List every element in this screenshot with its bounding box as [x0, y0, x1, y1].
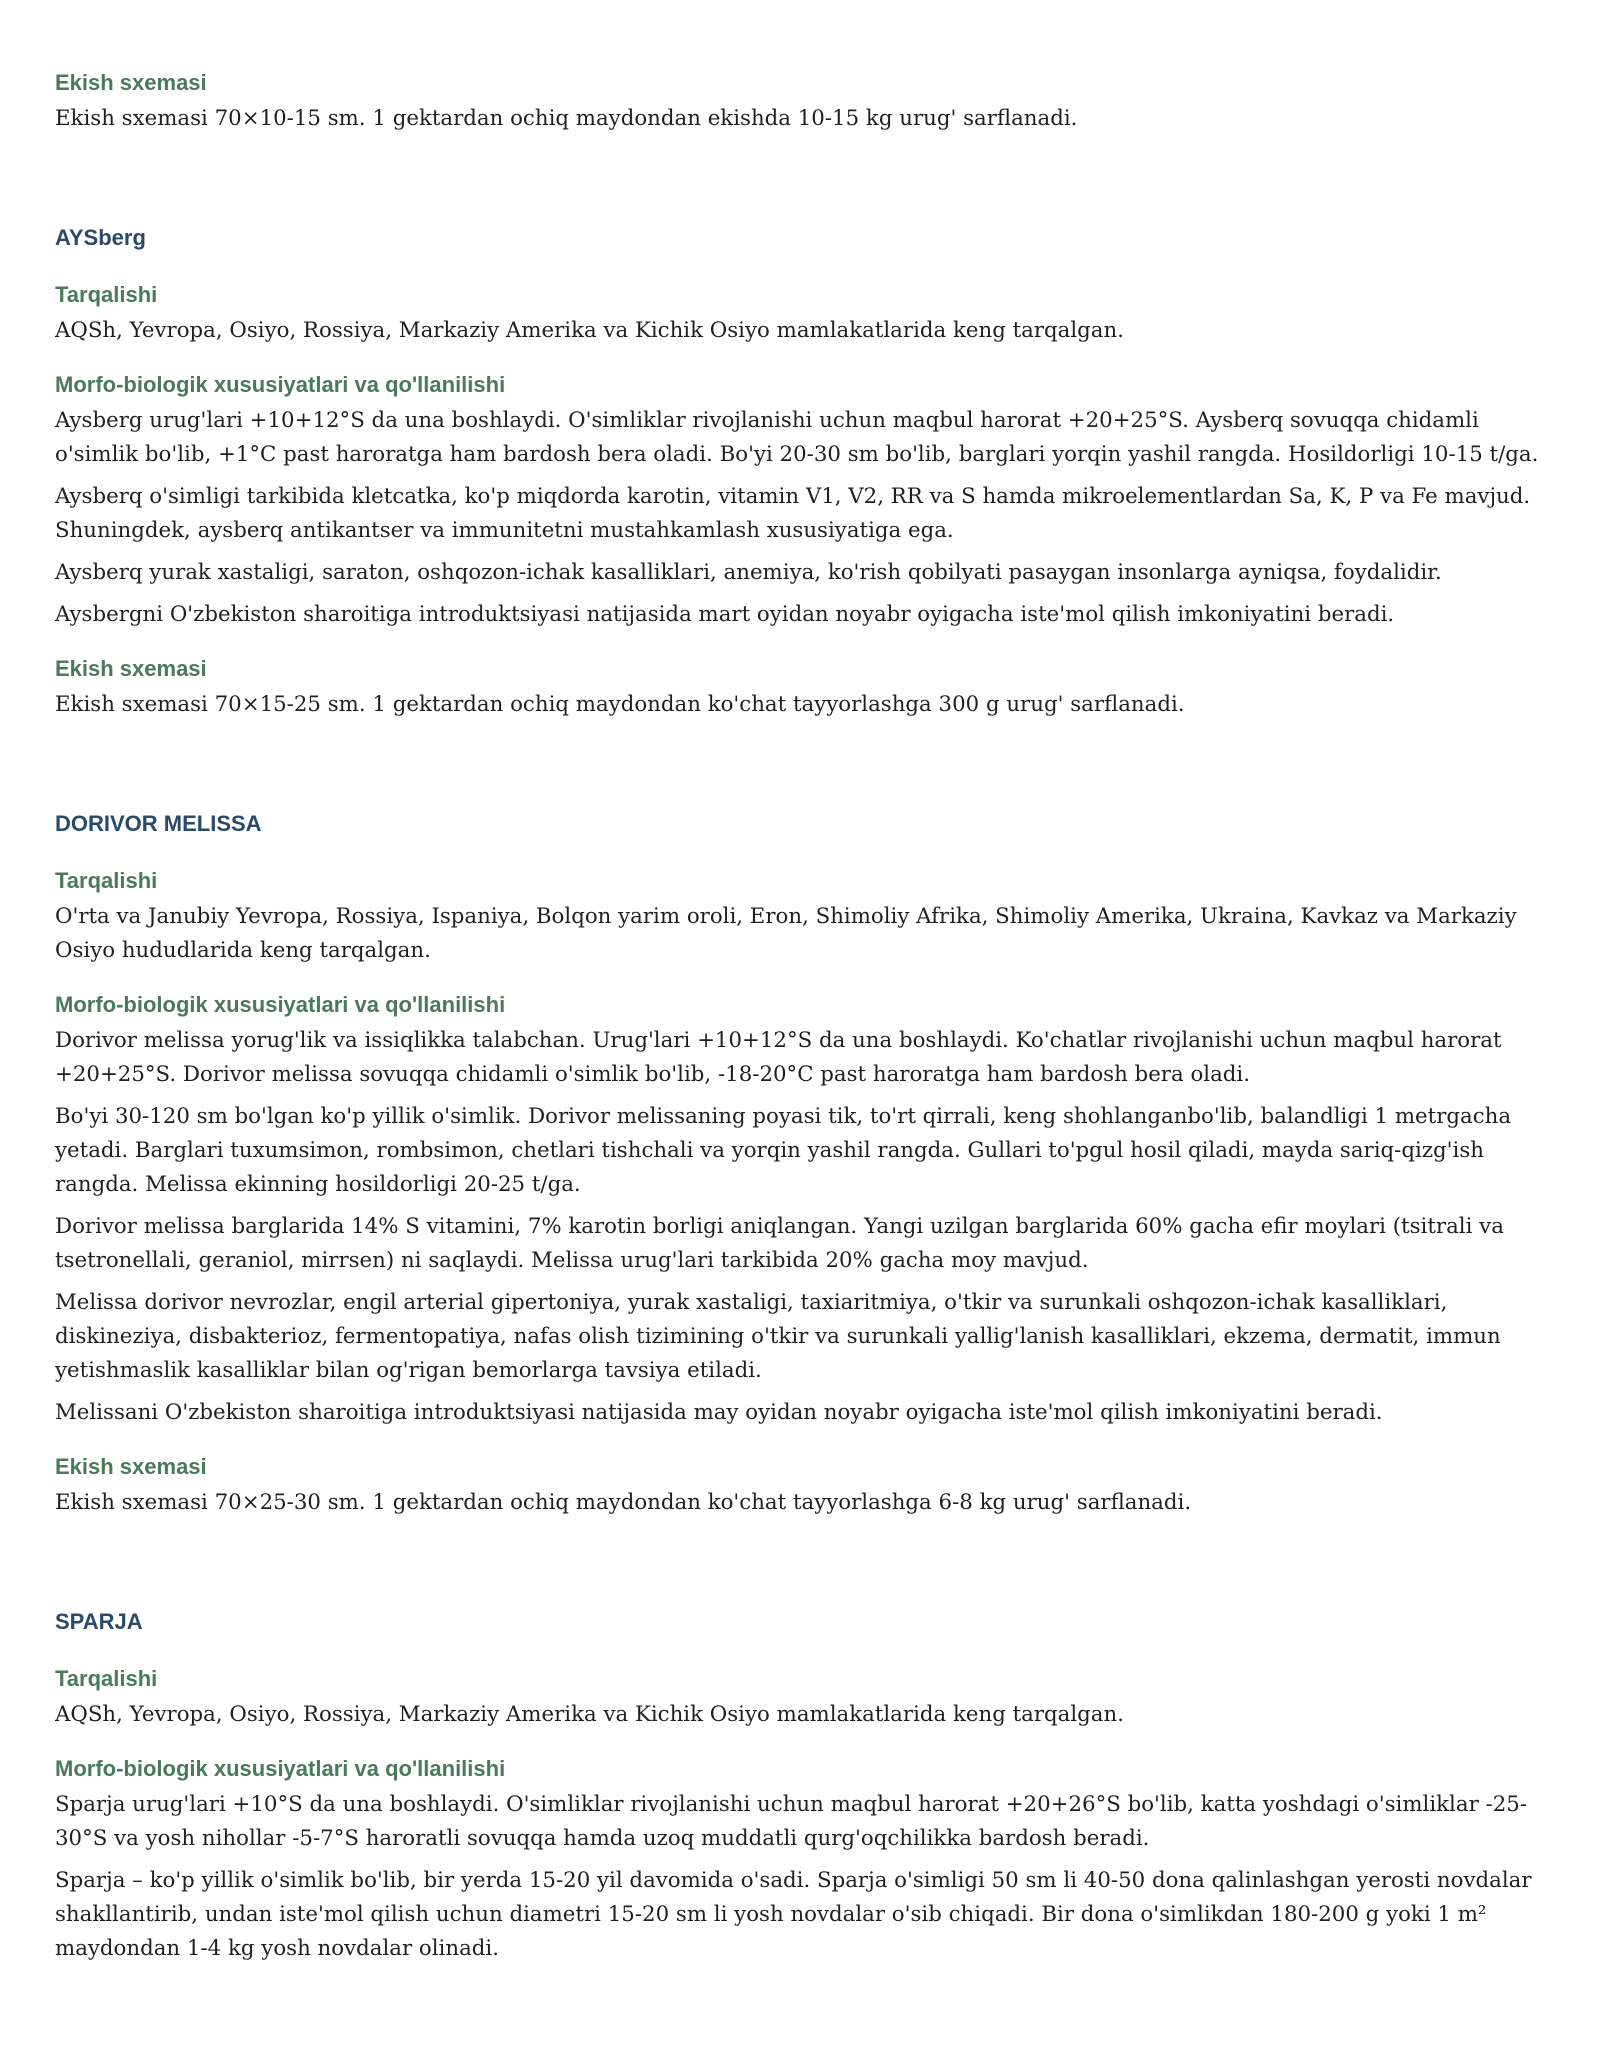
paragraph: Bo'yi 30-120 sm bo'lgan ko'p yillik o'simlik. Dorivor melissaning poyasi tik, to'rt qirrali, keng shohlanganbo'lib, balandligi 1 metrgacha yetadi. Barglari tuxumsimon, rombsimon, chetlari tishchali va yorqin yashil rangda. Gullari to'pgul hosil qiladi, mayda sariq-qizg'ish rangda. Melissa ekinning hosildorligi 20-25 t/ga. — [55, 1104, 1512, 1197]
section-distribution — [55, 280, 1555, 348]
plant-title: DORIVOR MELISSA — [55, 811, 262, 836]
paragraph: Ekish sxemasi 70×10-15 sm. 1 gektardan ochiq maydondan ekishda 10-15 kg urug' sarflanadi. — [55, 106, 1078, 131]
section-heading: Tarqalishi — [55, 868, 158, 893]
paragraph: AQSh, Yevropa, Osiyo, Rossiya, Markaziy Amerika va Kichik Osiyo mamlakatlarida keng tarqalgan. — [55, 1702, 1124, 1727]
section-distribution — [55, 1664, 1555, 1732]
paragraph: Aysberq o'simligi tarkibida kletcatka, ko'p miqdorda karotin, vitamin V1, V2, RR va S hamda mikroelementlardan Sa, K, P va Fe mavjud. Shuningdek, aysberq antikantser va immunitetni mustahkamlash xususiyatiga ega. — [55, 484, 1531, 543]
paragraph: Aysberg urug'lari +10+12°S da una boshlaydi. O'simliklar rivojlanishi uchun maqbul harorat +20+25°S. Aysberq sovuqqa chidamli o'simlik bo'lib, +1°C past haroratga ham bardosh bera oladi. Bo'yi 20-30 sm bo'lib, barglari yorqin yashil rangda. Hosildorligi 10-15 t/ga. — [55, 408, 1539, 467]
spacer — [55, 1542, 1555, 1608]
plant-aysberg — [55, 224, 1555, 722]
section-planting-scheme — [55, 654, 1555, 722]
paragraph: Ekish sxemasi 70×25-30 sm. 1 gektardan ochiq maydondan ko'chat tayyorlashga 6-8 kg urug' sarflanadi. — [55, 1490, 1192, 1515]
paragraph: Aysbergni O'zbekiston sharoitiga introduktsiyasi natijasida mart oyidan noyabr oyigacha iste'mol qilish imkoniyatini beradi. — [55, 602, 1395, 627]
section-heading: Morfo-biologik xususiyatlari va qo'llanilishi — [55, 372, 506, 397]
paragraph: O'rta va Janubiy Yevropa, Rossiya, Ispaniya, Bolqon yarim oroli, Eron, Shimoliy Afrika, Shimoliy Amerika, Ukraina, Kavkaz va Markaziy Osiyo hududlarida keng tarqalgan. — [55, 904, 1517, 963]
paragraph: Sparja – ko'p yillik o'simlik bo'lib, bir yerda 15-20 yil davomida o'sadi. Sparja o'simligi 50 sm li 40-50 dona qalinlashgan yerosti novdalar shakllantirib, undan iste'mol qilish uchun diametri 15-20 sm li yosh novdalar o'sib chiqadi. Bir dona o'simlikdan 180-200 g yoki 1 m² maydondan 1-4 kg yosh novdalar olinadi. — [55, 1868, 1532, 1961]
paragraph: Melissani O'zbekiston sharoitiga introduktsiyasi natijasida may oyidan noyabr oyigacha iste'mol qilish imkoniyatini beradi. — [55, 1400, 1383, 1425]
spacer — [55, 158, 1555, 224]
paragraph: Aysberq yurak xastaligi, saraton, oshqozon-ichak kasalliklari, anemiya, ko'rish qobilyati pasaygan insonlarga ayniqsa, foydalidir. — [55, 560, 1442, 585]
paragraph: AQSh, Yevropa, Osiyo, Rossiya, Markaziy Amerika va Kichik Osiyo mamlakatlarida keng tarqalgan. — [55, 318, 1124, 343]
section-heading: Ekish sxemasi — [55, 656, 207, 681]
section-intro-planting-scheme — [55, 68, 1555, 136]
plant-sparja — [55, 1608, 1555, 1966]
section-heading: Morfo-biologik xususiyatlari va qo'llanilishi — [55, 1756, 506, 1781]
section-morpho-biological — [55, 370, 1555, 632]
section-heading: Ekish sxemasi — [55, 70, 207, 95]
section-planting-scheme — [55, 1452, 1555, 1520]
paragraph: Dorivor melissa yorug'lik va issiqlikka talabchan. Urug'lari +10+12°S da una boshlaydi. Ko'chatlar rivojlanishi uchun maqbul harorat +20+25°S. Dorivor melissa sovuqqa chidamli o'simlik bo'lib, -18-20°C past haroratga ham bardosh bera oladi. — [55, 1028, 1502, 1087]
plant-title: AYSberg — [55, 225, 146, 250]
spacer — [55, 744, 1555, 810]
paragraph: Ekish sxemasi 70×15-25 sm. 1 gektardan ochiq maydondan ko'chat tayyorlashga 300 g urug' sarflanadi. — [55, 692, 1185, 717]
document-page — [55, 68, 1555, 1988]
section-heading: Ekish sxemasi — [55, 1454, 207, 1479]
paragraph: Melissa dorivor nevrozlar, engil arterial gipertoniya, yurak xastaligi, taxiaritmiya, o'tkir va surunkali oshqozon-ichak kasalliklari, diskineziya, disbakterioz, fermentopatiya, nafas olish tizimining o'tkir va surunkali yallig'lanish kasalliklari, ekzema, dermatit, immun yetishmaslik kasalliklar bilan og'rigan bemorlarga tavsiya etiladi. — [55, 1290, 1501, 1383]
section-heading: Tarqalishi — [55, 282, 158, 307]
paragraph: Sparja urug'lari +10°S da una boshlaydi. O'simliklar rivojlanishi uchun maqbul harorat +20+26°S bo'lib, katta yoshdagi o'simliklar -25-30°S va yosh nihollar -5-7°S haroratli sovuqqa hamda uzoq muddatli qurg'oqchilikka bardosh beradi. — [55, 1792, 1528, 1851]
section-morpho-biological — [55, 990, 1555, 1430]
section-heading: Tarqalishi — [55, 1666, 158, 1691]
paragraph: Dorivor melissa barglarida 14% S vitamini, 7% karotin borligi aniqlangan. Yangi uzilgan barglarida 60% gacha efir moylari (tsitrali va tsetronellali, geraniol, mirrsen) ni saqlaydi. Melissa urug'lari tarkibida 20% gacha moy mavjud. — [55, 1214, 1504, 1273]
section-morpho-biological — [55, 1754, 1555, 1966]
section-heading: Morfo-biologik xususiyatlari va qo'llanilishi — [55, 992, 506, 1017]
plant-title: SPARJA — [55, 1609, 143, 1634]
section-distribution — [55, 866, 1555, 968]
plant-dorivor-melissa — [55, 810, 1555, 1520]
